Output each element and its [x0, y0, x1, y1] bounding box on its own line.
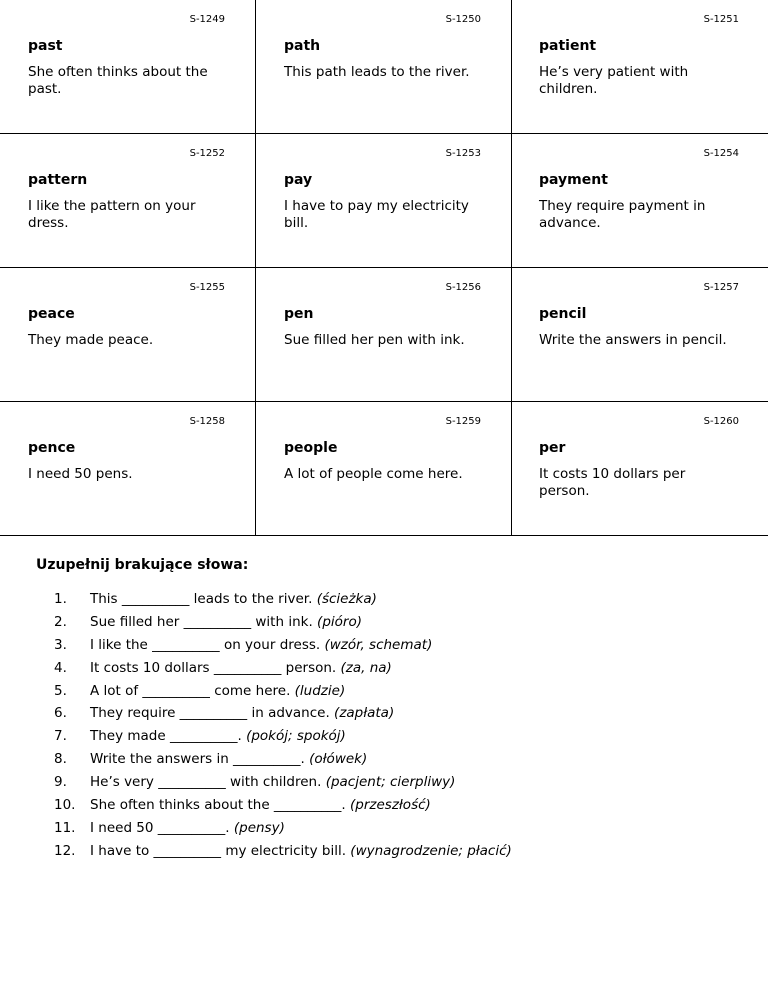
card-sentence: Write the answers in pencil. [539, 332, 727, 348]
exercise-list [36, 590, 736, 865]
exercise-item [36, 727, 736, 750]
card-code: S-1250 [445, 14, 481, 25]
item-text: He’s very __________ with children. [90, 774, 322, 791]
exercise-item [36, 613, 736, 636]
item-hint: (pióro) [317, 613, 362, 630]
item-hint: (przeszłość) [350, 797, 431, 814]
item-number: 8. [54, 751, 67, 768]
card-sentence: They require payment in advance. [539, 198, 706, 231]
card-word: pencil [539, 306, 587, 322]
item-hint: (wynagrodzenie; płacić) [350, 842, 512, 859]
item-text: A lot of __________ come here. [90, 682, 291, 699]
item-text: They made __________. [90, 728, 242, 745]
item-text: I need 50 __________. [90, 819, 230, 836]
item-number: 1. [54, 591, 67, 607]
card-code: S-1255 [189, 282, 225, 293]
exercise-item [36, 750, 736, 773]
card-code: S-1253 [445, 148, 481, 159]
item-number: 5. [54, 682, 67, 699]
item-number: 2. [54, 613, 67, 630]
item-text: They require __________ in advance. [90, 705, 330, 722]
item-number: 3. [54, 636, 67, 653]
flashcard [0, 134, 256, 268]
card-sentence: I have to pay my electricity bill. [284, 198, 469, 231]
item-number: 12. [54, 842, 76, 859]
exercise-item [36, 819, 736, 842]
card-code: S-1256 [445, 282, 481, 293]
item-hint: (ścieżka) [316, 591, 377, 607]
flashcard [512, 402, 768, 536]
exercise-item [36, 796, 736, 819]
item-number: 11. [54, 819, 76, 836]
item-hint: (wzór, schemat) [324, 636, 433, 653]
card-code: S-1259 [445, 416, 481, 427]
card-sentence: I need 50 pens. [28, 466, 133, 482]
card-sentence: They made peace. [28, 332, 154, 348]
flashcard [512, 0, 768, 134]
flashcard [512, 268, 768, 402]
exercise-item [36, 704, 736, 727]
card-code: S-1254 [703, 148, 739, 159]
exercise-item [36, 682, 736, 705]
card-word: peace [28, 306, 75, 322]
card-code: S-1257 [703, 282, 739, 293]
item-text: It costs 10 dollars __________ person. [90, 659, 337, 676]
item-hint: (ołówek) [309, 751, 368, 768]
card-code: S-1260 [703, 416, 739, 427]
card-word: per [539, 440, 566, 456]
item-text: This __________ leads to the river. [90, 591, 313, 607]
card-word: patient [539, 38, 597, 54]
item-hint: (pokój; spokój) [246, 728, 346, 745]
card-code: S-1252 [189, 148, 225, 159]
card-word: pence [28, 440, 76, 456]
item-number: 9. [54, 774, 67, 791]
card-code: S-1249 [189, 14, 225, 25]
flashcard [256, 0, 512, 134]
item-text: I have to __________ my electricity bill. [90, 842, 346, 859]
card-sentence: She often thinks about the past. [28, 64, 208, 97]
card-sentence: I like the pattern on your dress. [28, 198, 196, 231]
exercise-item [36, 590, 736, 613]
card-sentence: This path leads to the river. [284, 64, 470, 80]
flashcard [0, 0, 256, 134]
card-sentence: Sue filled her pen with ink. [284, 332, 465, 348]
flashcard [256, 134, 512, 268]
card-sentence: It costs 10 dollars per person. [539, 466, 686, 499]
item-hint: (zapłata) [334, 705, 395, 722]
card-word: people [284, 440, 338, 456]
flashcard [256, 268, 512, 402]
item-hint: (pacjent; cierpliwy) [325, 774, 456, 791]
item-number: 6. [54, 705, 67, 722]
card-word: payment [539, 172, 608, 188]
item-number: 7. [54, 728, 67, 745]
card-word: pattern [28, 172, 88, 188]
flashcard [256, 402, 512, 536]
item-hint: (pensy) [233, 819, 285, 836]
item-text: I like the __________ on your dress. [90, 636, 321, 653]
card-word: past [28, 38, 63, 54]
flashcard [512, 134, 768, 268]
item-number: 10. [54, 797, 76, 814]
item-text: Sue filled her __________ with ink. [90, 613, 313, 630]
card-word: pen [284, 306, 314, 322]
item-number: 4. [54, 659, 67, 676]
exercise-item [36, 659, 736, 682]
exercise-item [36, 773, 736, 796]
card-code: S-1258 [189, 416, 225, 427]
item-hint: (ludzie) [294, 682, 346, 699]
card-code: S-1251 [703, 14, 739, 25]
fill-in-exercise [36, 556, 736, 865]
item-text: Write the answers in __________. [90, 751, 305, 768]
card-word: pay [284, 172, 313, 188]
flashcard [0, 402, 256, 536]
item-text: She often thinks about the __________. [90, 797, 346, 814]
item-hint: (za, na) [340, 659, 392, 676]
exercise-item [36, 842, 736, 865]
card-word: path [284, 38, 321, 54]
flashcard [0, 268, 256, 402]
card-sentence: He’s very patient with children. [539, 64, 689, 97]
exercise-title: Uzupełnij brakujące słowa: [36, 557, 249, 573]
exercise-item [36, 636, 736, 659]
card-sentence: A lot of people come here. [284, 466, 463, 482]
